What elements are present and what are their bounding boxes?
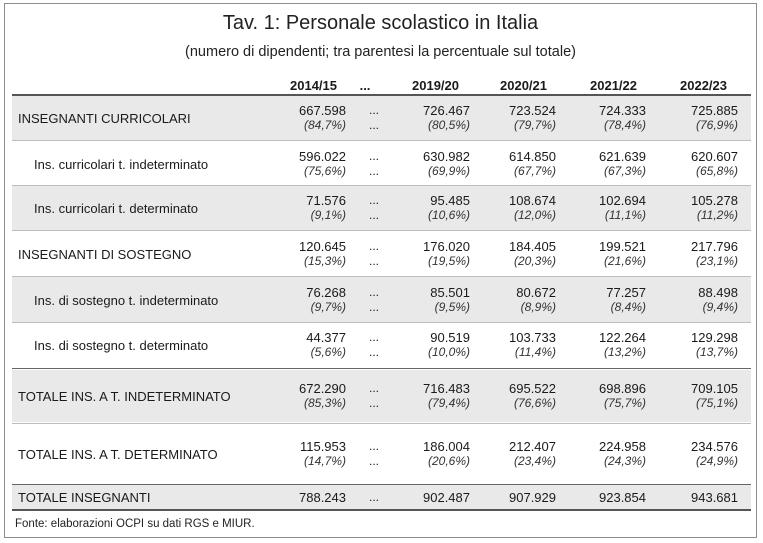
value-percentage: (14,7%) <box>303 454 346 468</box>
value-cell <box>274 490 346 505</box>
value-percentage: (69,9%) <box>427 164 470 178</box>
ellipsis-cell: ... <box>368 149 379 163</box>
ellipsis-cell: ... <box>368 330 379 344</box>
value-cell <box>574 490 646 505</box>
value-percentage: (10,0%) <box>427 345 470 359</box>
row-curricolari-indeterminato <box>12 142 751 186</box>
value-number: 723.524 <box>509 103 556 118</box>
value-cell <box>574 103 646 133</box>
row-label: TOTALE INS. A T. INDETERMINATO <box>18 389 231 404</box>
value-percentage: (21,6%) <box>603 254 646 268</box>
value-cell <box>666 149 738 179</box>
row-curricolari-determinato <box>12 186 751 230</box>
ellipsis-cell: ... <box>368 164 379 178</box>
row-separator <box>12 423 751 424</box>
value-percentage: (11,4%) <box>514 345 556 359</box>
value-number: 907.929 <box>509 490 556 505</box>
value-number: 80.672 <box>516 285 556 300</box>
value-cell <box>666 490 738 505</box>
row-sostegno-indeterminato <box>12 277 751 323</box>
row-insegnanti-curricolari <box>12 96 751 140</box>
value-cell <box>484 149 556 179</box>
value-percentage: (8,9%) <box>520 300 556 314</box>
row-separator <box>12 185 751 186</box>
value-number: 614.850 <box>509 149 556 164</box>
value-percentage: (67,3%) <box>603 164 646 178</box>
value-number: 788.243 <box>299 490 346 505</box>
value-number: 234.576 <box>691 439 738 454</box>
value-number: 176.020 <box>423 239 470 254</box>
row-label: TOTALE INS. A T. DETERMINATO <box>18 447 218 462</box>
value-cell <box>484 490 556 505</box>
value-number: 672.290 <box>299 381 346 396</box>
row-label: Ins. di sostegno t. indeterminato <box>34 293 219 308</box>
value-cell <box>398 103 470 133</box>
value-number: 667.598 <box>299 103 346 118</box>
source-note: Fonte: elaborazioni OCPI su dati RGS e MIUR. <box>15 518 255 530</box>
value-number: 102.694 <box>599 193 646 208</box>
value-cell <box>574 285 646 315</box>
value-number: 725.885 <box>691 103 738 118</box>
column-header-2019-20: 2019/20 <box>412 78 459 93</box>
row-label: TOTALE INSEGNANTI <box>18 490 151 505</box>
value-number: 695.522 <box>509 381 556 396</box>
value-cell <box>666 103 738 133</box>
value-number: 199.521 <box>599 239 646 254</box>
row-separator <box>12 230 751 231</box>
value-percentage: (8,4%) <box>610 300 646 314</box>
value-number: 923.854 <box>599 490 646 505</box>
ellipsis-cell: ... <box>368 285 379 299</box>
row-insegnanti-sostegno <box>12 231 751 277</box>
value-cell <box>398 330 470 360</box>
row-label: Ins. di sostegno t. determinato <box>34 338 209 353</box>
value-percentage: (19,5%) <box>427 254 470 268</box>
value-cell <box>398 193 470 223</box>
value-percentage: (75,1%) <box>695 396 738 410</box>
ellipsis-cell: ... <box>368 254 379 268</box>
value-number: 724.333 <box>599 103 646 118</box>
ellipsis-cell: ... <box>368 439 379 453</box>
row-label: INSEGNANTI DI SOSTEGNO <box>18 247 192 262</box>
value-cell <box>574 381 646 411</box>
value-cell <box>574 439 646 469</box>
ellipsis-cell: ... <box>368 103 379 117</box>
bottom-rule <box>12 509 751 511</box>
value-cell <box>484 285 556 315</box>
value-number: 90.519 <box>430 330 470 345</box>
value-percentage: (79,7%) <box>513 118 556 132</box>
value-number: 95.485 <box>430 193 470 208</box>
row-separator <box>12 140 751 141</box>
value-cell <box>574 149 646 179</box>
column-header-2021-22: 2021/22 <box>590 78 637 93</box>
table-subtitle: (numero di dipendenti; tra parentesi la percentuale sul totale) <box>185 44 576 60</box>
ellipsis-cell: ... <box>368 239 379 253</box>
row-separator <box>12 276 751 277</box>
ellipsis-cell: ... <box>368 300 379 314</box>
table-title: Tav. 1: Personale scolastico in Italia <box>222 12 539 34</box>
value-percentage: (20,3%) <box>513 254 556 268</box>
value-number: 122.264 <box>599 330 646 345</box>
value-cell <box>666 193 738 223</box>
value-cell <box>484 239 556 269</box>
value-cell <box>398 439 470 469</box>
value-number: 716.483 <box>423 381 470 396</box>
ellipsis-cell: ... <box>368 381 379 395</box>
ellipsis-cell: ... <box>368 208 379 222</box>
value-percentage: (23,4%) <box>513 454 556 468</box>
value-percentage: (11,2%) <box>696 208 738 222</box>
value-percentage: (24,3%) <box>603 454 646 468</box>
row-separator <box>12 322 751 323</box>
value-cell <box>666 381 738 411</box>
value-number: 129.298 <box>691 330 738 345</box>
value-number: 698.896 <box>599 381 646 396</box>
value-percentage: (12,0%) <box>513 208 556 222</box>
value-number: 186.004 <box>423 439 470 454</box>
ellipsis-cell: ... <box>368 490 379 504</box>
value-percentage: (5,6%) <box>310 345 346 359</box>
value-percentage: (9,7%) <box>310 300 346 314</box>
value-cell <box>666 330 738 360</box>
value-cell <box>666 285 738 315</box>
value-percentage: (79,4%) <box>427 396 470 410</box>
value-number: 103.733 <box>509 330 556 345</box>
value-cell <box>666 239 738 269</box>
value-percentage: (9,1%) <box>310 208 346 222</box>
value-number: 217.796 <box>691 239 738 254</box>
value-number: 596.022 <box>299 149 346 164</box>
value-percentage: (13,2%) <box>603 345 646 359</box>
value-number: 108.674 <box>509 193 556 208</box>
value-cell <box>274 149 346 179</box>
value-number: 184.405 <box>509 239 556 254</box>
value-cell <box>666 439 738 469</box>
value-percentage: (80,5%) <box>427 118 470 132</box>
value-number: 620.607 <box>691 149 738 164</box>
value-percentage: (9,4%) <box>702 300 738 314</box>
value-percentage: (24,9%) <box>695 454 738 468</box>
value-percentage: (84,7%) <box>303 118 346 132</box>
value-number: 726.467 <box>423 103 470 118</box>
value-percentage: (76,6%) <box>513 396 556 410</box>
column-header-2014-15: 2014/15 <box>290 78 337 93</box>
row-label: INSEGNANTI CURRICOLARI <box>18 111 191 126</box>
value-cell <box>484 103 556 133</box>
value-cell <box>484 439 556 469</box>
column-header-2022-23: 2022/23 <box>680 78 727 93</box>
value-percentage: (9,5%) <box>434 300 470 314</box>
row-label: Ins. curricolari t. determinato <box>34 201 199 216</box>
value-number: 77.257 <box>606 285 646 300</box>
ellipsis-cell: ... <box>368 118 379 132</box>
value-number: 85.501 <box>430 285 470 300</box>
value-cell <box>274 239 346 269</box>
value-cell <box>274 285 346 315</box>
value-number: 76.268 <box>306 285 346 300</box>
ellipsis-cell: ... <box>368 454 379 468</box>
value-number: 630.982 <box>423 149 470 164</box>
ellipsis-cell: ... <box>368 396 379 410</box>
value-cell <box>484 193 556 223</box>
value-cell <box>398 239 470 269</box>
value-number: 224.958 <box>599 439 646 454</box>
value-percentage: (10,6%) <box>427 208 470 222</box>
value-percentage: (23,1%) <box>695 254 738 268</box>
value-percentage: (15,3%) <box>303 254 346 268</box>
value-cell <box>398 149 470 179</box>
column-header-ellipsis: ... <box>359 78 371 93</box>
value-cell <box>484 381 556 411</box>
value-number: 44.377 <box>306 330 346 345</box>
value-cell <box>274 381 346 411</box>
row-totale-determinato <box>12 424 751 484</box>
row-totale-insegnanti <box>12 485 751 509</box>
column-header-2020-21: 2020/21 <box>500 78 547 93</box>
value-cell <box>398 490 470 505</box>
value-percentage: (75,6%) <box>303 164 346 178</box>
value-cell <box>274 439 346 469</box>
value-cell <box>574 239 646 269</box>
value-number: 902.487 <box>423 490 470 505</box>
value-percentage: (13,7%) <box>695 345 738 359</box>
value-cell <box>274 330 346 360</box>
value-cell <box>274 103 346 133</box>
value-number: 943.681 <box>691 490 738 505</box>
row-label: Ins. curricolari t. indeterminato <box>34 157 209 172</box>
value-number: 212.407 <box>509 439 556 454</box>
value-cell <box>398 285 470 315</box>
value-percentage: (65,8%) <box>695 164 738 178</box>
value-number: 88.498 <box>698 285 738 300</box>
value-number: 115.953 <box>299 439 346 454</box>
value-cell <box>574 193 646 223</box>
value-percentage: (75,7%) <box>603 396 646 410</box>
value-percentage: (85,3%) <box>303 396 346 410</box>
value-percentage: (67,7%) <box>513 164 556 178</box>
value-number: 120.645 <box>299 239 346 254</box>
row-totale-indeterminato <box>12 370 751 422</box>
table-frame <box>4 3 757 538</box>
value-percentage: (76,9%) <box>695 118 738 132</box>
ellipsis-cell: ... <box>368 345 379 359</box>
value-percentage: (78,4%) <box>603 118 646 132</box>
value-number: 709.105 <box>691 381 738 396</box>
value-cell <box>484 330 556 360</box>
value-cell <box>398 381 470 411</box>
row-separator <box>12 484 751 485</box>
value-cell <box>274 193 346 223</box>
value-number: 71.576 <box>306 193 346 208</box>
value-percentage: (20,6%) <box>427 454 470 468</box>
value-number: 105.278 <box>691 193 738 208</box>
value-percentage: (11,1%) <box>604 208 646 222</box>
row-separator <box>12 368 751 369</box>
value-number: 621.639 <box>599 149 646 164</box>
value-cell <box>574 330 646 360</box>
row-sostegno-determinato <box>12 323 751 367</box>
ellipsis-cell: ... <box>368 193 379 207</box>
